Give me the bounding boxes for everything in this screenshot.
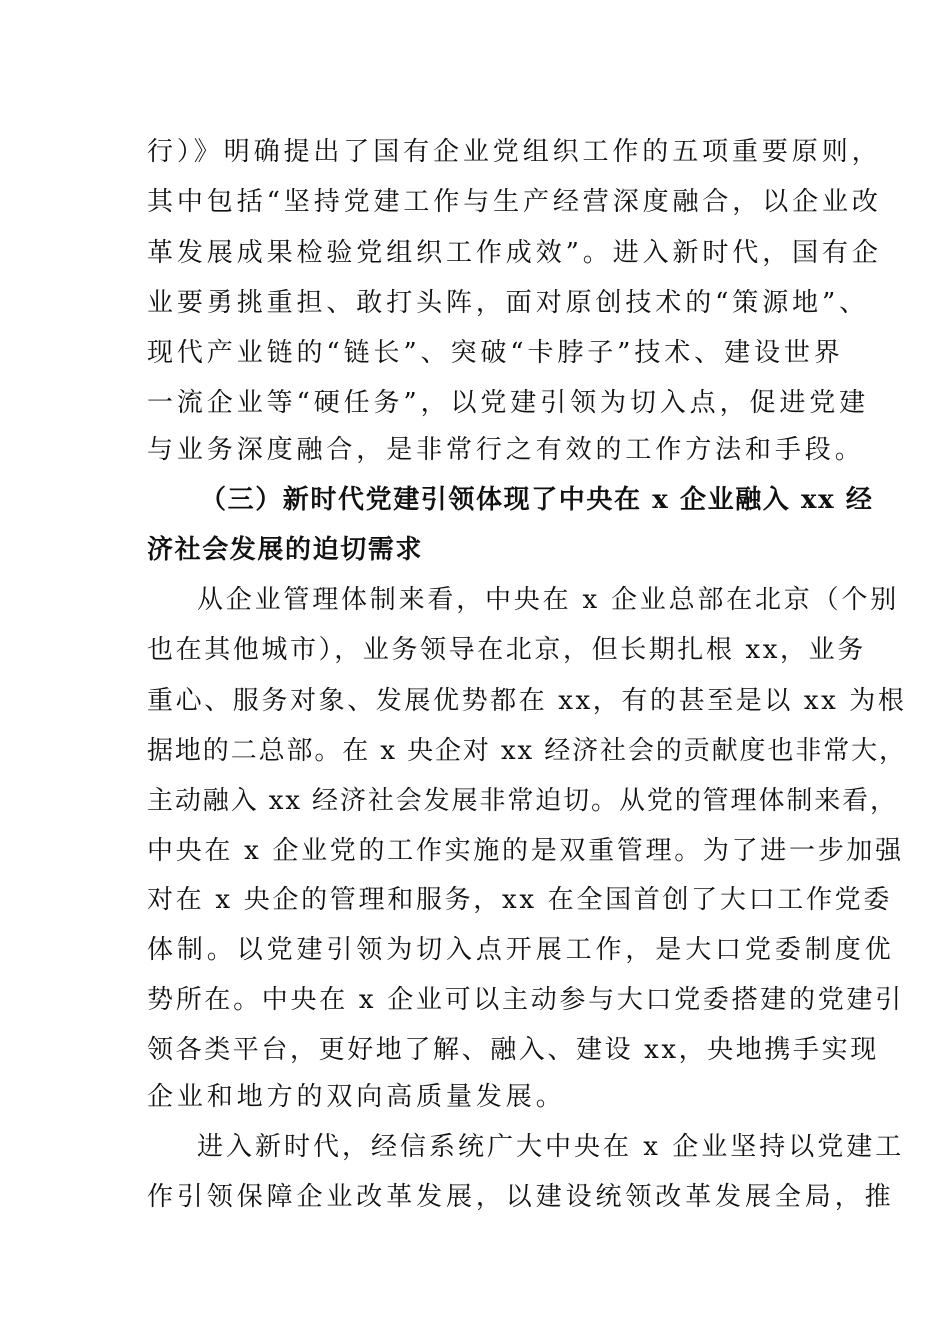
text-line: 对在 x 央企的管理和服务，xx 在全国首创了大口工作党委 bbox=[147, 885, 893, 915]
text-line: 现代产业链的“链长”、突破“卡脖子”技术、建设世界 bbox=[147, 338, 844, 368]
text-line: 作引领保障企业改革发展，以建设统领改革发展全局，推 bbox=[147, 1182, 895, 1212]
text-line: 行）》明确提出了国有企业党组织工作的五项重要原则， bbox=[147, 137, 882, 167]
text-line: 企业和地方的双向高质量发展。 bbox=[147, 1082, 566, 1112]
text-line: 也在其他城市），业务领导在北京，但长期扎根 xx，业务 bbox=[147, 635, 866, 665]
section-heading: 济社会发展的迫切需求 bbox=[147, 535, 424, 565]
text-line: 领各类平台，更好地了解、融入、建设 xx，央地携手实现 bbox=[147, 1035, 879, 1065]
text-line: 一流企业等“硬任务”，以党建引领为切入点，促进党建 bbox=[147, 388, 870, 418]
text-line: 从企业管理体制来看，中央在 x 企业总部在北京（个别 bbox=[197, 585, 899, 615]
text-line: 其中包括“坚持党建工作与生产经营深度融合，以企业改 bbox=[147, 187, 882, 217]
text-line: 革发展成果检验党组织工作成效”。进入新时代，国有企 bbox=[147, 238, 882, 268]
text-line: 重心、服务对象、发展优势都在 xx，有的甚至是以 xx 为根 bbox=[147, 686, 907, 716]
text-line: 势所在。中央在 x 企业可以主动参与大口党委搭建的党建引 bbox=[147, 985, 904, 1015]
text-line: 与业务深度融合，是非常行之有效的工作方法和手段。 bbox=[147, 435, 865, 465]
text-line: 中央在 x 企业党的工作实施的是双重管理。为了进一步加强 bbox=[147, 836, 904, 866]
text-line: 主动融入 xx 经济社会发展非常迫切。从党的管理体制来看， bbox=[147, 786, 898, 816]
text-line: 体制。以党建引领为切入点开展工作，是大口党委制度优 bbox=[147, 935, 895, 965]
section-heading: （三）新时代党建引领体现了中央在 x 企业融入 xx 经 bbox=[200, 485, 874, 515]
text-line: 业要勇挑重担、敢打头阵，面对原创技术的“策源地”、 bbox=[147, 288, 870, 318]
text-line: 据地的二总部。在 x 央企对 xx 经济社会的贡献度也非常大， bbox=[147, 736, 907, 766]
text-line: 进入新时代，经信系统广大中央在 x 企业坚持以党建工 bbox=[197, 1132, 905, 1162]
